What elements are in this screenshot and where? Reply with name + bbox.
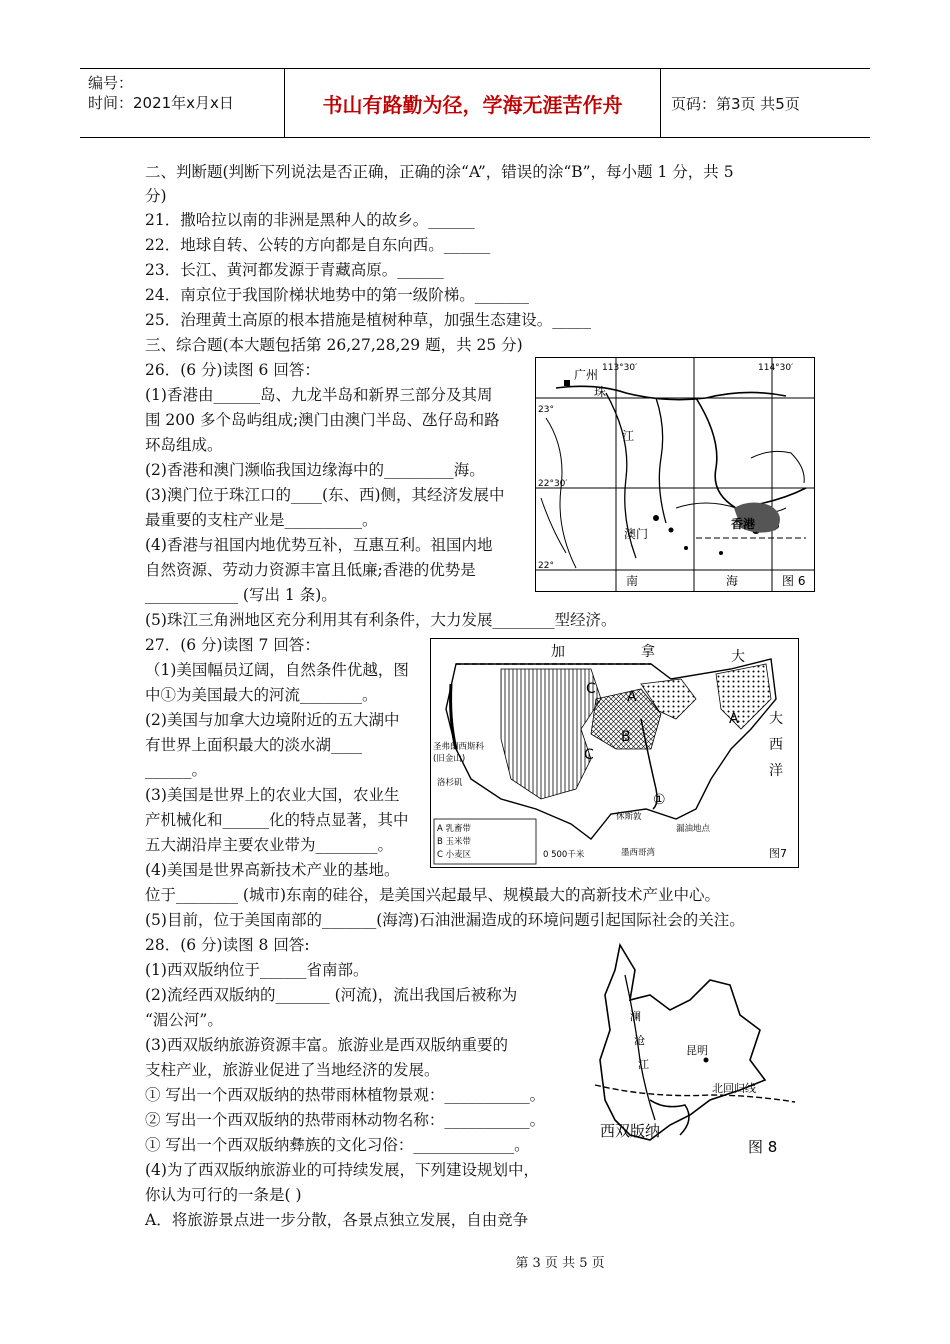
page-footer: 第 3 页 共 5 页 — [515, 1256, 605, 1271]
fig7-label: 图7 — [769, 847, 787, 860]
fig7-legend-a: A 乳畜带 — [437, 824, 472, 834]
text-line: 自然资源、劳动力资源丰富且低廉;香港的优势是 — [145, 561, 476, 579]
text-line: (2)流经西双版纳的_______ (河流)，流出我国后被称为 — [145, 986, 518, 1004]
fig6-label: 图 6 — [782, 574, 806, 588]
fig6-lat2: 22°30′ — [538, 479, 568, 489]
text-line: (2)美国与加拿大边境附近的五大湖中 — [145, 711, 400, 729]
fig6-hongkong: 香港 — [731, 517, 756, 531]
fig7-la: 洛杉矶 — [437, 778, 463, 788]
text-line: 24．南京位于我国阶梯状地势中的第一级阶梯。_______ — [145, 286, 529, 304]
fig7-zone-c: C — [586, 681, 596, 697]
fig7-canada-3: 大 — [731, 649, 745, 665]
text-line: “湄公河”。 — [145, 1011, 223, 1029]
text-line: (3)西双版纳旅游资源丰富。旅游业是西双版纳重要的 — [145, 1036, 508, 1054]
fig7-spill: 漏油地点 — [676, 824, 711, 834]
text-line: 位于________ (城市)东南的硅谷，是美国兴起最早、规模最大的高新技术产业中心。 — [145, 886, 721, 904]
fig8-lancang-3: 江 — [638, 1058, 649, 1071]
text-line: 五大湖沿岸主要农业带为________。 — [145, 836, 394, 854]
text-line: 分) — [145, 187, 167, 205]
text-line: 三、综合题(本大题包括第 26,27,28,29 题，共 25 分) — [145, 336, 523, 354]
text-line: （1)美国幅员辽阔，自然条件优越，图 — [145, 661, 409, 679]
header-number: 编号： — [88, 74, 134, 92]
text-line: 围 200 多个岛屿组成;澳门由澳门半岛、氹仔岛和路 — [145, 411, 500, 429]
fig7-river-marker: ① — [653, 792, 666, 808]
text-line: 中①为美国最大的河流________。 — [145, 686, 378, 704]
text-line: (4)为了西双版纳旅游业的可持续发展，下列建设规划中， — [145, 1161, 539, 1179]
text-line: 最重要的支柱产业是__________。 — [145, 511, 378, 529]
fig7-zone-a-east: A — [729, 711, 739, 727]
text-line: 环岛组成。 — [145, 436, 223, 454]
text-line: 25．治理黄土高原的根本措施是植树种草，加强生态建设。_____ — [145, 311, 591, 329]
text-line: (1)西双版纳位于______省南部。 — [145, 961, 369, 979]
text-line: 23．长江、黄河都发源于青藏高原。______ — [145, 261, 444, 279]
fig6-sea1: 南 — [626, 574, 639, 588]
text-line: 21．撒哈拉以南的非洲是黑种人的故乡。______ — [145, 211, 475, 229]
text-line: 二、判断题(判断下列说法是否正确，正确的涂“A”，错误的涂“B”，每小题 1 分，共 5 — [145, 163, 734, 181]
fig7-zone-c-south: C — [584, 747, 594, 763]
fig6-sea2: 海 — [726, 574, 739, 588]
text-line: 28．(6 分)读图 8 回答: — [145, 936, 310, 954]
figure-8-map — [590, 940, 800, 1165]
text-line: 22．地球自转、公转的方向都是自东向西。______ — [145, 236, 491, 254]
page-header — [80, 68, 870, 138]
fig6-guangzhou: 广州 — [574, 368, 599, 382]
fig6-lon1: 113°30′ — [602, 363, 638, 373]
fig7-canada-2: 拿 — [641, 644, 655, 660]
text-line: ____________ (写出 1 条)。 — [145, 586, 337, 604]
fig7-gulf: 墨西哥湾 — [621, 848, 656, 858]
fig6-zhu: 珠 — [594, 385, 607, 399]
text-line: ② 写出一个西双版纳的热带雨林动物名称：___________。 — [145, 1111, 546, 1129]
header-page: 页码：第3页 共5页 — [671, 94, 800, 113]
text-line: 支柱产业，旅游业促进了当地经济的发展。 — [145, 1061, 440, 1079]
text-line: (3)澳门位于珠江口的____(东、西)侧，其经济发展中 — [145, 486, 505, 504]
fig6-lon2: 114°30′ — [758, 363, 794, 373]
text-line: (4)香港与祖国内地优势互补，互惠互利。祖国内地 — [145, 536, 493, 554]
figure-6-map — [535, 357, 815, 592]
text-line: 产机械化和______化的特点显著，其中 — [145, 811, 409, 829]
fig7-atlantic-2: 西 — [769, 737, 783, 753]
text-line: (3)美国是世界上的农业大国，农业生 — [145, 786, 400, 804]
text-line: A．将旅游景点进一步分散，各景点独立发展，自由竞争 — [145, 1211, 529, 1229]
text-line: ______。 — [145, 761, 208, 779]
text-line: ① 写出一个西双版纳的热带雨林植物景观：___________。 — [145, 1086, 546, 1104]
fig7-sf2: (旧金山) — [433, 754, 466, 764]
header-time: 时间：2021年x月x日 — [88, 94, 234, 112]
fig8-tropic: 北回归线 — [712, 1082, 756, 1095]
fig8-xsbn: 西双版纳 — [600, 1122, 661, 1140]
fig7-legend-c: C 小麦区 — [437, 850, 472, 860]
fig6-jiang: 江 — [622, 429, 635, 443]
fig7-atlantic-3: 洋 — [769, 763, 783, 779]
fig7-zone-a: A — [627, 689, 637, 705]
text-line: (1)香港由______岛、九龙半岛和新界三部分及其周 — [145, 386, 493, 404]
text-line: (5)目前，位于美国南部的_______(海湾)石油泄漏造成的环境问题引起国际社会的关注。 — [145, 911, 745, 929]
text-line: (4)美国是世界高新技术产业的基地。 — [145, 861, 400, 879]
figure-7-map — [430, 638, 799, 868]
fig7-scale: 0 500千米 — [543, 850, 585, 860]
fig7-zone-b: B — [621, 729, 631, 745]
text-line: (5)珠江三角洲地区充分利用其有利条件，大力发展________型经济。 — [145, 611, 617, 629]
text-line: 27．(6 分)读图 7 回答： — [145, 636, 320, 654]
text-line: 26．(6 分)读图 6 回答： — [145, 361, 320, 379]
fig6-macau: 澳门 — [624, 527, 649, 541]
fig6-lat1: 23° — [538, 405, 554, 415]
fig8-kunming: 昆明 — [686, 1044, 708, 1057]
fig7-legend-b: B 玉米带 — [437, 837, 472, 847]
fig6-lat3: 22° — [538, 561, 554, 571]
fig7-atlantic-1: 大 — [769, 711, 783, 727]
fig7-canada-1: 加 — [551, 644, 565, 660]
fig7-sf: 圣弗朗西斯科 — [433, 742, 485, 752]
fig8-lancang-2: 沧 — [634, 1034, 645, 1047]
header-motto: 书山有路勤为径，学海无涯苦作舟 — [285, 69, 661, 137]
text-line: 你认为可行的一条是( ) — [145, 1186, 302, 1204]
fig7-houston: 休斯敦 — [616, 812, 642, 822]
fig8-lancang-1: 澜 — [630, 1010, 641, 1023]
text-line: 有世界上面积最大的淡水湖____ — [145, 736, 363, 754]
header-meta — [80, 69, 285, 137]
text-line: (2)香港和澳门濒临我国边缘海中的_________海。 — [145, 461, 485, 479]
text-line: ① 写出一个西双版纳彝族的文化习俗：_____________。 — [145, 1136, 530, 1154]
fig8-label: 图 8 — [748, 1138, 778, 1156]
